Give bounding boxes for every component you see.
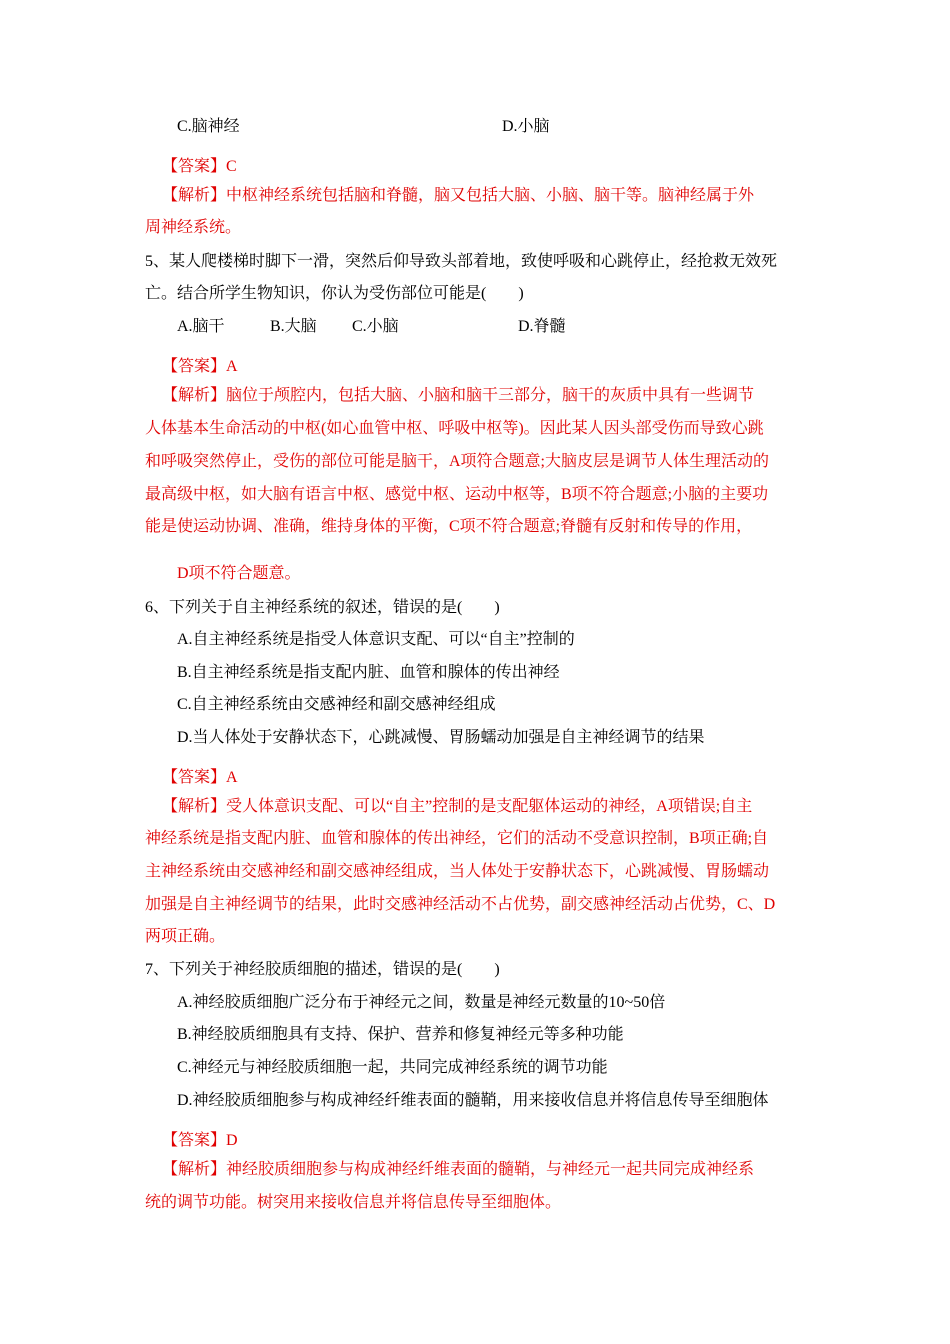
q4-analysis-line-2: 周神经系统。 <box>145 219 242 236</box>
q5-option-b: B.大脑 <box>270 318 317 335</box>
q5-analysis-line-2: 人体基本生命活动的中枢(如心血管中枢、呼吸中枢等)。因此某人因头部受伤而导致心跳 <box>145 420 764 437</box>
answer-tag: 【答案】 <box>162 769 227 786</box>
answer-tag: 【答案】 <box>162 158 227 175</box>
q5-answer <box>162 357 238 377</box>
q4-option-c: C.脑神经 <box>177 118 240 135</box>
q6-analysis-line-2: 神经系统是指支配内脏、血管和腺体的传出神经，它们的活动不受意识控制，B项正确;自 <box>145 830 769 847</box>
q5-analysis-line-1 <box>162 386 754 406</box>
q5-stem-line-1: 5、某人爬楼梯时脚下一滑，突然后仰导致头部着地，致使呼吸和心跳停止，经抢救无效死 <box>145 253 778 270</box>
q7-stem: 7、下列关于神经胶质细胞的描述，错误的是( ) <box>145 961 500 978</box>
q5-analysis-line-6: D项不符合题意。 <box>177 565 301 582</box>
q5-analysis-line-3: 和呼吸突然停止，受伤的部位可能是脑干，A项符合题意;大脑皮层是调节人体生理活动的 <box>145 453 770 470</box>
q7-answer <box>162 1131 238 1151</box>
q7-option-d: D.神经胶质细胞参与构成神经纤维表面的髓鞘，用来接收信息并将信息传导至细胞体 <box>177 1092 769 1109</box>
q6-analysis-line-3: 主神经系统由交感神经和副交感神经组成，当人体处于安静状态下，心跳减慢、胃肠蠕动 <box>145 863 770 880</box>
analysis-tag: 【解析】 <box>162 1161 227 1178</box>
q6-answer <box>162 768 238 788</box>
answer-value: D <box>226 1132 238 1149</box>
answer-value: A <box>226 769 238 786</box>
q5-analysis-line-5: 能是使运动协调、准确，维持身体的平衡，C项不符合题意;脊髓有反射和传导的作用， <box>145 518 753 535</box>
q6-option-c: C.自主神经系统由交感神经和副交感神经组成 <box>177 696 496 713</box>
q5-option-a: A.脑干 <box>177 318 225 335</box>
q7-option-a: A.神经胶质细胞广泛分布于神经元之间，数量是神经元数量的10~50倍 <box>177 994 666 1011</box>
analysis-text: 神经胶质细胞参与构成神经纤维表面的髓鞘，与神经元一起共同完成神经系 <box>226 1161 755 1178</box>
q5-option-c: C.小脑 <box>352 318 399 335</box>
q4-answer <box>162 157 237 177</box>
q6-option-b: B.自主神经系统是指支配内脏、血管和腺体的传出神经 <box>177 664 560 681</box>
q6-analysis-line-1 <box>162 797 752 817</box>
q7-analysis-line-2: 统的调节功能。树突用来接收信息并将信息传导至细胞体。 <box>145 1194 562 1211</box>
analysis-text: 中枢神经系统包括脑和脊髓，脑又包括大脑、小脑、脑干等。脑神经属于外 <box>226 187 755 204</box>
analysis-text: 脑位于颅腔内，包括大脑、小脑和脑干三部分，脑干的灰质中具有一些调节 <box>226 387 755 404</box>
analysis-tag: 【解析】 <box>162 798 227 815</box>
analysis-tag: 【解析】 <box>162 387 227 404</box>
answer-tag: 【答案】 <box>162 1132 227 1149</box>
q7-option-c: C.神经元与神经胶质细胞一起，共同完成神经系统的调节功能 <box>177 1059 608 1076</box>
q7-option-b: B.神经胶质细胞具有支持、保护、营养和修复神经元等多种功能 <box>177 1026 624 1043</box>
q4-analysis-line-1 <box>162 186 754 206</box>
answer-value: C <box>226 158 237 175</box>
q6-stem: 6、下列关于自主神经系统的叙述，错误的是( ) <box>145 599 500 616</box>
answer-value: A <box>226 358 238 375</box>
q5-analysis-line-4: 最高级中枢，如大脑有语言中枢、感觉中枢、运动中枢等，B项不符合题意;小脑的主要功 <box>145 486 769 503</box>
q6-analysis-line-5: 两项正确。 <box>145 928 226 945</box>
q4-option-d: D.小脑 <box>502 118 550 135</box>
analysis-text: 受人体意识支配、可以“自主”控制的是支配躯体运动的神经，A项错误;自主 <box>226 798 753 815</box>
q5-option-d: D.脊髓 <box>518 318 566 335</box>
q6-analysis-line-4: 加强是自主神经调节的结果，此时交感神经活动不占优势，副交感神经活动占优势，C、D <box>145 896 776 913</box>
answer-tag: 【答案】 <box>162 358 227 375</box>
q7-analysis-line-1 <box>162 1160 754 1180</box>
q6-option-d: D.当人体处于安静状态下，心跳减慢、胃肠蠕动加强是自主神经调节的结果 <box>177 729 705 746</box>
q5-stem-line-2: 亡。结合所学生物知识，你认为受伤部位可能是( ) <box>145 285 524 302</box>
analysis-tag: 【解析】 <box>162 187 227 204</box>
q6-option-a: A.自主神经系统是指受人体意识支配、可以“自主”控制的 <box>177 631 575 648</box>
